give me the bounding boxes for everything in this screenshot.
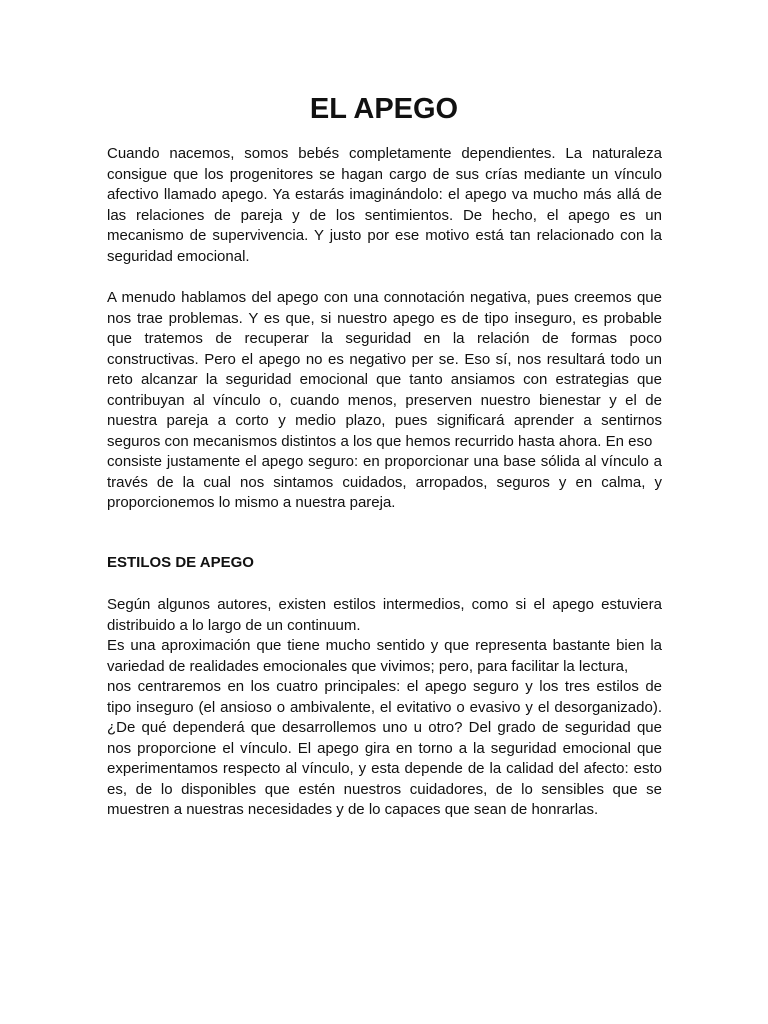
paragraph-line: distribuido a lo largo de un continuum.: [107, 616, 361, 634]
paragraph-line: nuestra pareja a corto y medio plazo, pues significará aprender a sentirnos: [107, 412, 662, 429]
paragraph-negative-connotation: [107, 288, 662, 514]
paragraph-line: consigue que los progenitores se hagan cargo de sus crías mediante un vínculo: [107, 165, 662, 183]
paragraph-line: reto alcanzar la seguridad emocional que tanto ansiamos con estrategias que: [107, 371, 662, 388]
paragraph-line: afectivo llamado apego. Ya estarás imaginándolo: el apego va mucho más allá de: [107, 186, 662, 203]
paragraph-line: ¿De qué dependerá que desarrollemos uno u otro? Del grado de seguridad que: [107, 719, 662, 736]
paragraph-line: experimentamos respecto al vínculo, y esta depende de la calidad del afecto: esto: [107, 760, 662, 777]
paragraph-line: proporcionemos lo mismo a nuestra pareja.: [107, 494, 396, 511]
section-heading: ESTILOS DE APEGO: [107, 554, 254, 571]
paragraph-line: seguros con mecanismos distintos a los que hemos recurrido hasta ahora. En eso: [107, 432, 653, 450]
paragraph-line: constructivas. Pero el apego no es negativo per se. Eso sí, nos resultará todo un: [107, 350, 662, 368]
paragraph-line: tipo inseguro (el ansioso o ambivalente, el evitativo o evasivo y el desorganizado).: [107, 698, 662, 716]
paragraph-line: nos proporcione el vínculo. El apego gira en torno a la seguridad emocional que: [107, 739, 662, 757]
paragraph-line: contribuyan al vínculo o, cuando menos, preserven nuestro bienestar y el de: [107, 391, 662, 409]
paragraph-intro: [107, 144, 662, 267]
paragraph-line: variedad de realidades emocionales que vivimos; pero, para facilitar la lectura,: [107, 657, 629, 675]
paragraph-line: que tratemos de recuperar la seguridad en la relación de formas poco: [107, 330, 662, 347]
paragraph-line: Es una aproximación que tiene mucho sentido y que representa bastante bien la: [107, 637, 662, 654]
paragraph-line: través de la cual nos sintamos cuidados, arropados, seguros y en calma, y: [107, 473, 662, 491]
paragraph-line: nos centraremos en los cuatro principales: el apego seguro y los tres estilos de: [107, 678, 662, 695]
paragraph-line: seguridad emocional.: [107, 247, 250, 265]
paragraph-line: mecanismo de supervivencia. Y justo por ese motivo está tan relacionado con la: [107, 227, 662, 244]
paragraph-line: A menudo hablamos del apego con una connotación negativa, pues creemos que: [107, 289, 662, 306]
paragraph-attachment-styles: [107, 595, 662, 821]
paragraph-line: Cuando nacemos, somos bebés completamente dependientes. La naturaleza: [107, 145, 662, 162]
paragraph-line: es, de lo disponibles que estén nuestros cuidadores, de lo sensibles que se: [107, 780, 662, 798]
paragraph-line: Según algunos autores, existen estilos intermedios, como si el apego estuviera: [107, 596, 662, 613]
paragraph-line: consiste justamente el apego seguro: en proporcionar una base sólida al vínculo a: [107, 453, 662, 470]
paragraph-line: nos trae problemas. Y es que, si nuestro apego es de tipo inseguro, es probable: [107, 309, 662, 327]
paragraph-line: las relaciones de pareja y de los sentimientos. De hecho, el apego es un: [107, 206, 662, 224]
paragraph-line: muestren a nuestras necesidades y de lo capaces que sean de honrarlas.: [107, 801, 599, 818]
document-title: EL APEGO: [309, 93, 459, 125]
